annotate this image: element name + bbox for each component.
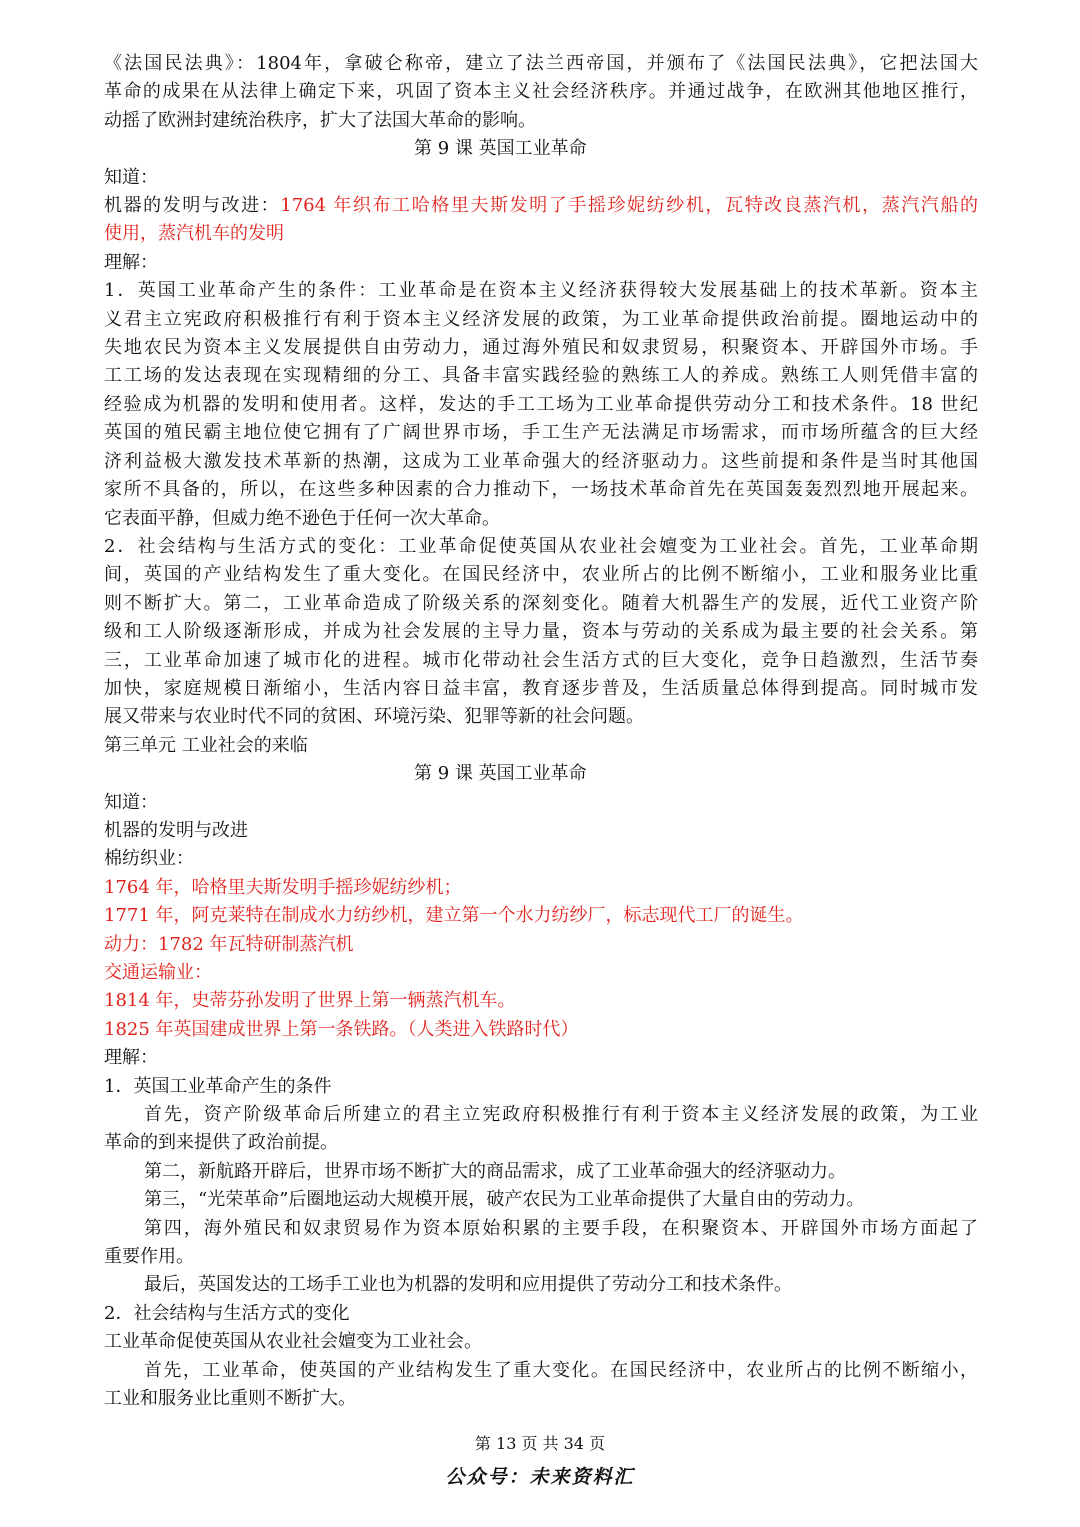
document-body: [104, 50, 978, 1414]
text-line: 理解：: [104, 1047, 158, 1069]
text-line: 经验成为机器的发明和使用者。这样，发达的手工工场为工业革命提供劳动分工和技术条件。18 世纪: [104, 393, 978, 415]
text-line: 交通运输业：: [104, 962, 212, 983]
text-line: 家所不具备的，所以，在这些多种因素的合力推动下，一场技术革命首先在英国轰轰烈烈地开展起来。: [104, 479, 978, 501]
text-line: 2．社会结构与生活方式的变化: [104, 1302, 350, 1324]
text-line: 第三单元 工业社会的来临: [104, 734, 308, 756]
text-line: 最后，英国发达的工场手工业也为机器的发明和应用提供了劳动分工和技术条件。: [144, 1274, 792, 1296]
brand-watermark: 公众号：未来资料汇: [445, 1466, 635, 1488]
text-line: 1764 年，哈格里夫斯发明手摇珍妮纺纱机；: [104, 876, 462, 898]
text-line: 间，英国的产业结构发生了重大变化。在国民经济中，农业所占的比例不断缩小，工业和服务业比重: [104, 564, 978, 586]
text-line: 革命的成果在从法律上确定下来，巩固了资本主义社会经济秩序。并通过战争，在欧洲其他地区推行，: [104, 81, 978, 103]
text-line: 工业和服务业比重则不断扩大。: [104, 1388, 356, 1410]
text-line: [104, 192, 978, 220]
text-line: 第二，新航路开辟后，世界市场不断扩大的商品需求，成了工业革命强大的经济驱动力。: [144, 1160, 846, 1182]
text-line: 首先，资产阶级革命后所建立的君主立宪政府积极推行有利于资本主义经济发展的政策，为工业: [144, 1104, 978, 1126]
text-line: 革命的到来提供了政治前提。: [104, 1132, 338, 1154]
text-line: 级和工人阶级逐渐形成，并成为社会发展的主导力量，资本与劳动的关系成为最主要的社会关系。第: [104, 621, 978, 643]
text-line: 动力：1782 年瓦特研制蒸汽机: [104, 933, 354, 955]
text-line: 1．英国工业革命产生的条件: [104, 1075, 332, 1097]
text-line: 机器的发明与改进: [104, 819, 248, 841]
text-line: 第四，海外殖民和奴隶贸易作为资本原始积累的主要手段，在积聚资本、开辟国外市场方面起了: [144, 1217, 978, 1239]
text-line: 使用，蒸汽机车的发明: [104, 223, 284, 245]
text-line: 展又带来与农业时代不同的贫困、环境污染、犯罪等新的社会问题。: [104, 706, 644, 728]
text-line: 三，工业革命加速了城市化的进程。城市化带动社会生活方式的巨大变化，竞争日趋激烈，生活节奏: [104, 649, 978, 671]
text-line: 动摇了欧洲封建统治秩序，扩大了法国大革命的影响。: [104, 109, 536, 131]
text-line: 1．英国工业革命产生的条件：工业革命是在资本主义经济获得较大发展基础上的技术革新。资本主: [104, 280, 978, 302]
text-line: 第 9 课 英国工业革命: [414, 138, 587, 160]
text-line: 第 9 课 英国工业革命: [414, 763, 587, 785]
text-line: 重要作用。: [104, 1246, 194, 1268]
text-line: 则不断扩大。第二，工业革命造成了阶级关系的深刻变化。随着大机器生产的发展，近代工业资产阶: [104, 592, 978, 614]
text-line: 英国的殖民霸主地位使它拥有了广阔世界市场，手工生产无法满足市场需求，而市场所蕴含的巨大经: [104, 422, 978, 444]
text-line: 它表面平静，但威力绝不逊色于任何一次大革命。: [104, 507, 500, 529]
text-line: 棉纺织业：: [104, 848, 194, 870]
text-line: 1771 年，阿克莱特在制成水力纺纱机，建立第一个水力纺纱厂，标志现代工厂的诞生。: [104, 905, 804, 927]
text-line: 工业革命促使英国从农业社会嬗变为工业社会。: [104, 1331, 482, 1353]
text-line: 1814 年，史蒂芬孙发明了世界上第一辆蒸汽机车。: [104, 990, 516, 1012]
text-line-label: 机器的发明与改进：: [104, 195, 281, 217]
text-line: 理解：: [104, 251, 158, 273]
page-number: 第 13 页 共 34 页: [474, 1434, 606, 1453]
text-line: 加快，家庭规模日渐缩小，生活内容日益丰富，教育逐步普及，生活质量总体得到提高。同时城市发: [104, 677, 978, 699]
text-line: 工工场的发达表现在实现精细的分工、具备丰富实践经验的熟练工人的养成。熟练工人则凭借丰富的: [104, 365, 978, 387]
text-line: 失地农民为资本主义发展提供自由劳动力，通过海外殖民和奴隶贸易，积聚资本、开辟国外市场。手: [104, 337, 978, 359]
text-line: 知道：: [104, 791, 158, 813]
text-line: 首先，工业革命，使英国的产业结构发生了重大变化。在国民经济中，农业所占的比例不断缩小，: [144, 1359, 978, 1381]
text-line: 2．社会结构与生活方式的变化：工业革命促使英国从农业社会嬗变为工业社会。首先，工业革命期: [104, 535, 978, 557]
text-line: 知道：: [104, 166, 158, 188]
text-line: 1825 年英国建成世界上第一条铁路。（人类进入铁路时代）: [104, 1018, 579, 1040]
text-line: 第三，“光荣革命”后圈地运动大规模开展，破产农民为工业革命提供了大量自由的劳动力。: [144, 1189, 865, 1211]
text-line-highlight: 1764 年织布工哈格里夫斯发明了手摇珍妮纺纱机，瓦特改良蒸汽机，蒸汽汽船的: [280, 195, 978, 217]
text-line: 义君主立宪政府积极推行有利于资本主义经济发展的政策，为工业革命提供政治前提。圈地运动中的: [104, 308, 978, 330]
text-line: 《法国民法典》：1804年，拿破仑称帝，建立了法兰西帝国，并颁布了《法国民法典》，它把法国大: [104, 53, 978, 74]
text-line: 济利益极大激发技术革新的热潮，这成为工业革命强大的经济驱动力。这些前提和条件是当时其他国: [104, 450, 978, 472]
